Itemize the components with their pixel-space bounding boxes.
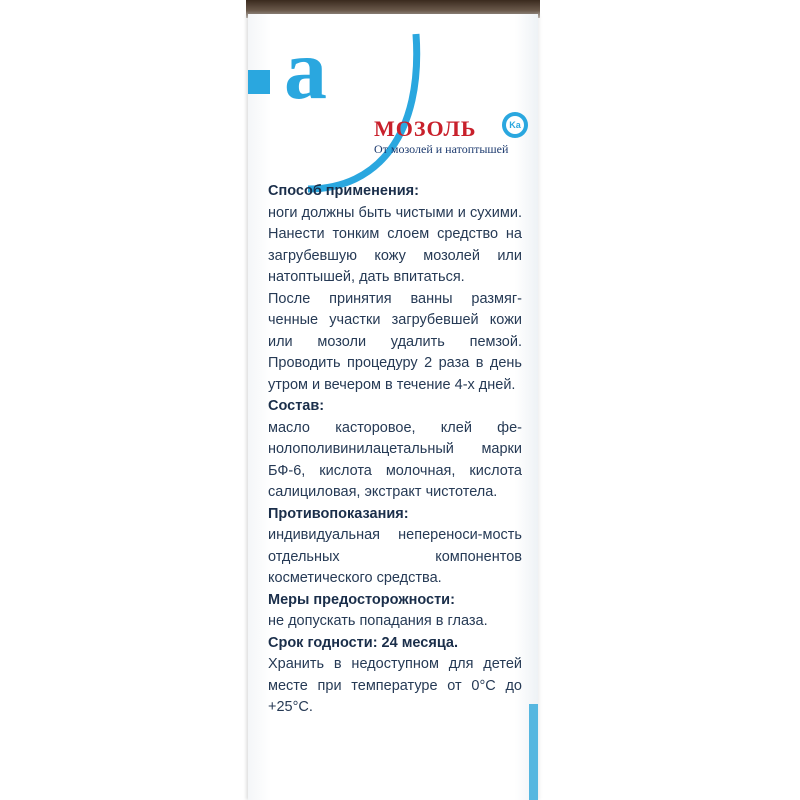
brand-logo-icon <box>502 112 528 138</box>
accent-stripe <box>529 704 538 800</box>
brand-logo-text: Ka <box>506 116 524 134</box>
brand-block <box>374 112 534 162</box>
brand-name: МОЗОЛЬ <box>374 116 477 141</box>
usage-body: ноги должны быть чистыми и сухими. Нанести тонким слоем средство на загрубевшую кожу мозолей или натоптышей, дать впитаться. <box>268 204 522 285</box>
contraindications-heading: Противопоказания: <box>268 505 409 522</box>
shelf-life: Срок годности: 24 месяца. <box>268 634 459 651</box>
usage-heading: Способ применения: <box>268 183 419 199</box>
storage-body: Хранить в недоступном для детей месте при температуре от 0°C до +25°C. <box>268 656 522 715</box>
usage-body-2: После принятия ванны размяг-ченные участки загрубевшей кожи или мозоли удалить пемзой. Проводить процедуру 2 раза в день утром и вечером в течение 4-х дней. <box>268 290 522 393</box>
composition-body: масло касторовое, клей фе-нолополивинилацетальный марки БФ-6, кислота молочная, кислота салициловая, экстракт чистотела. <box>268 419 522 500</box>
composition-heading: Состав: <box>268 398 325 414</box>
contraindications-body: индивидуальная непереноси-мость отдельных компонентов косметического средства. <box>268 527 522 586</box>
brand-subtitle: От мозолей и натоптышей <box>374 142 509 156</box>
precautions-heading: Меры предосторожности: <box>268 591 455 608</box>
swoosh-letter: a <box>284 21 327 117</box>
instructions-text <box>268 181 522 719</box>
precautions-body: не допускать попадания в глаза. <box>268 613 488 629</box>
